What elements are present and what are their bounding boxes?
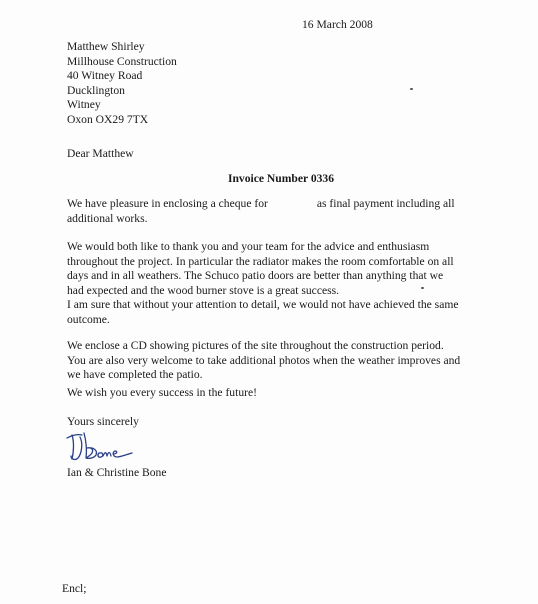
letter-date: 16 March 2008 [302, 18, 373, 31]
signers-names: Ian & Christine Bone [67, 466, 167, 479]
recipient-address [67, 40, 177, 127]
scan-speck [421, 287, 424, 289]
salutation: Dear Matthew [67, 147, 134, 160]
recipient-village: Ducklington [67, 83, 125, 97]
redacted-amount [271, 197, 317, 208]
paragraph-thanks: We would both like to thank you and your team for the advice and enthusiasm throughout the project. In particular the radiator makes the room comfortable on all days and in all weathers. The Schuco patio doors are better than anything that we had expected and the wood burner stove is a great success. [67, 240, 454, 297]
enclosure-note: Encl; [62, 582, 87, 595]
paragraph-cheque-end: as final payment including all additional works. [67, 197, 455, 225]
paragraph-attention: I am sure that without your attention to detail, we would not have achieved the same outcome. [67, 298, 459, 326]
recipient-county-postcode: Oxon OX29 7TX [67, 112, 149, 126]
closing: Yours sincerely [67, 415, 139, 428]
paragraph-cheque [67, 197, 462, 226]
handwritten-signature [62, 425, 142, 465]
recipient-company: Millhouse Construction [67, 54, 177, 68]
paragraph-cheque-start: We have pleasure in enclosing a cheque for [67, 197, 268, 210]
recipient-name: Matthew Shirley [67, 40, 145, 53]
recipient-town: Witney [67, 98, 101, 111]
scan-speck [410, 88, 413, 90]
paragraph-cd: We enclose a CD showing pictures of the site throughout the construction period. You are also very welcome to take additional photos when the weather improves and we have completed the patio. [67, 339, 461, 381]
invoice-title: Invoice Number 0336 [227, 172, 335, 185]
paragraph-wishes: We wish you every success in the future! [67, 386, 257, 399]
recipient-street: 40 Witney Road [67, 69, 143, 82]
